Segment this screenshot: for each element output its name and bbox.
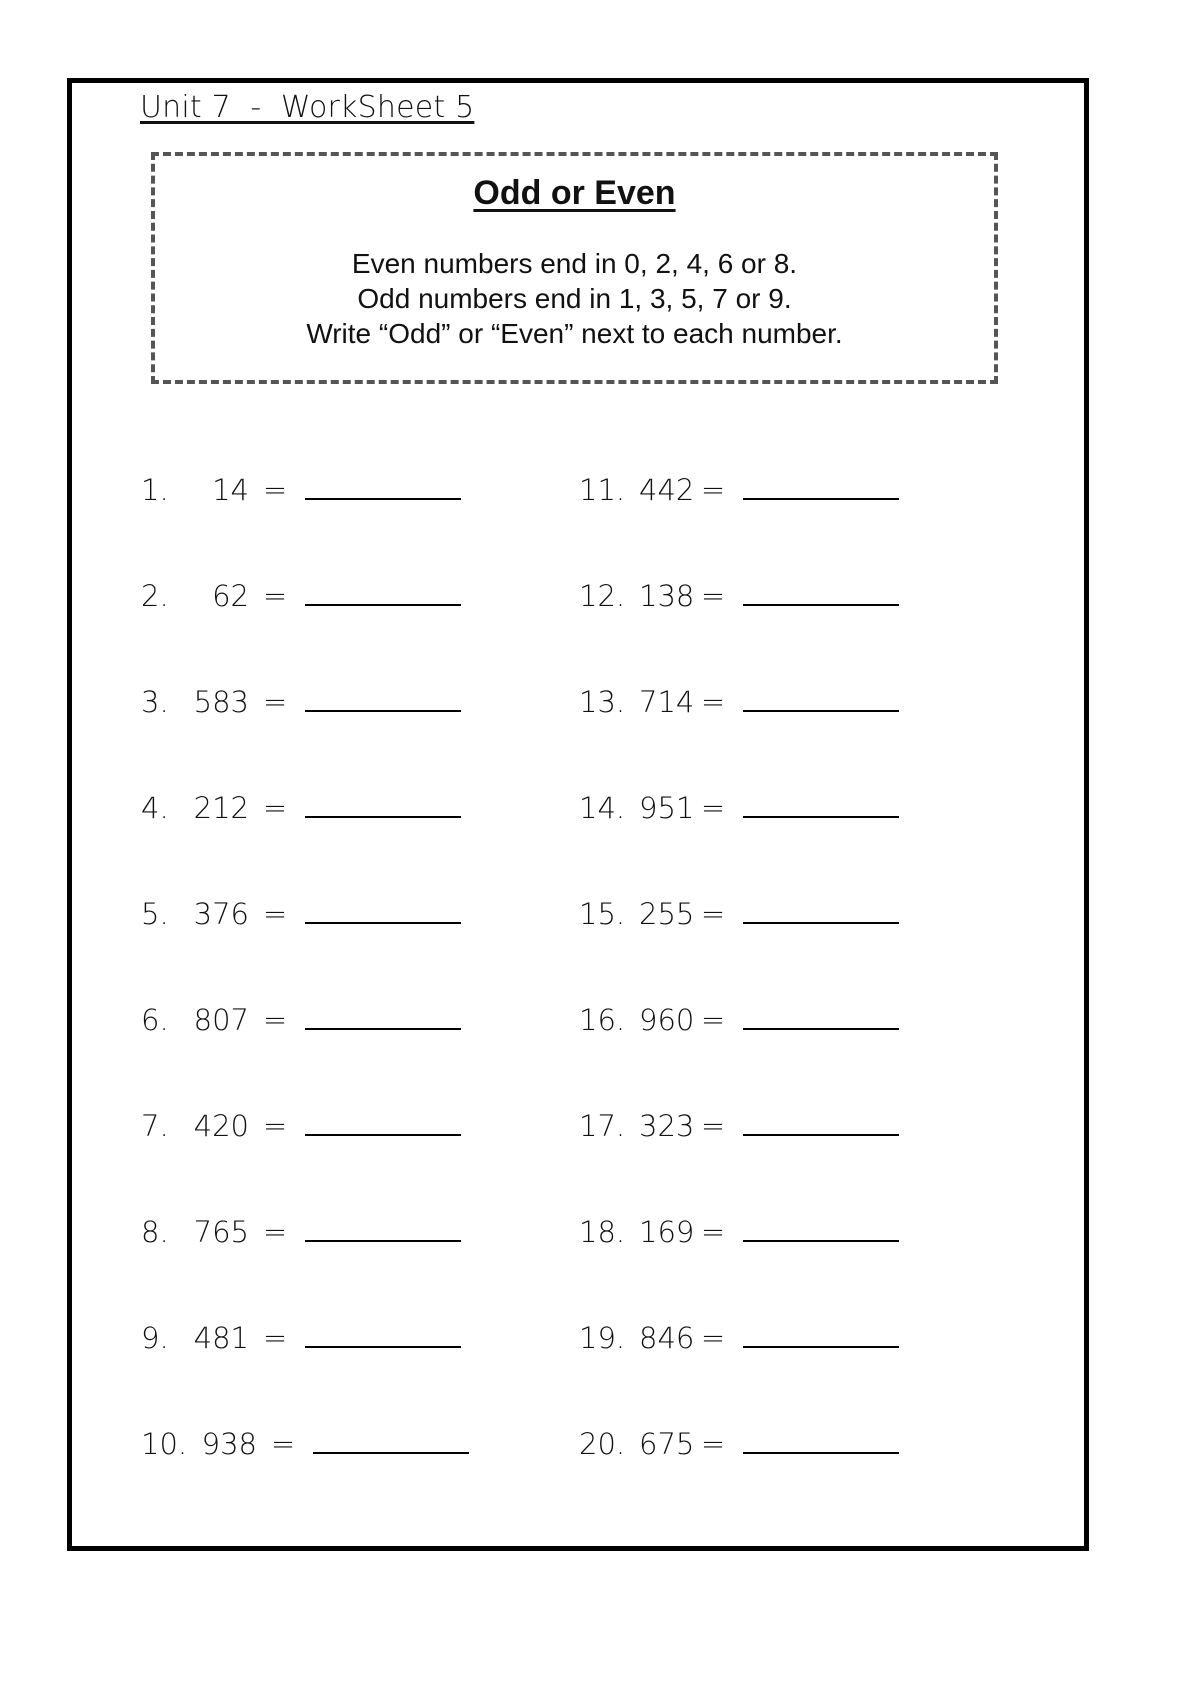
equals-sign: =: [700, 1321, 726, 1355]
answer-blank[interactable]: [743, 896, 899, 924]
question-5: [141, 894, 461, 934]
equals-sign: =: [262, 1109, 288, 1143]
answer-blank[interactable]: [305, 1108, 461, 1136]
answer-blank[interactable]: [305, 1320, 461, 1348]
equals-sign: =: [262, 1321, 288, 1355]
answer-blank[interactable]: [743, 1320, 899, 1348]
question-number: 138: [639, 579, 695, 613]
answer-blank[interactable]: [743, 578, 899, 606]
equals-sign: =: [700, 1003, 726, 1037]
question-index: 9.: [141, 1321, 169, 1355]
question-index: 6.: [141, 1003, 169, 1037]
question-index: 1.: [141, 473, 169, 507]
equals-sign: =: [700, 579, 726, 613]
question-index: 18.: [579, 1215, 626, 1249]
question-6: [141, 1000, 461, 1040]
question-number: 765: [193, 1215, 249, 1249]
task-instruction: Write “Odd” or “Even” next to each number.: [306, 318, 843, 349]
instruction-text: [155, 246, 994, 351]
question-number: 212: [193, 791, 249, 825]
unit-title: Unit 7 - WorkSheet 5: [140, 90, 475, 125]
question-number: 442: [639, 473, 695, 507]
question-number: 675: [639, 1427, 695, 1461]
instruction-box: [151, 152, 998, 384]
question-number: 323: [639, 1109, 695, 1143]
question-index: 7.: [141, 1109, 169, 1143]
equals-sign: =: [700, 791, 726, 825]
question-10: [141, 1424, 469, 1464]
question-number: 714: [639, 685, 695, 719]
question-1: [141, 470, 461, 510]
question-number: 255: [639, 897, 695, 931]
question-number: 583: [193, 685, 249, 719]
question-index: 14.: [579, 791, 626, 825]
question-7: [141, 1106, 461, 1146]
question-index: 19.: [579, 1321, 626, 1355]
question-8: [141, 1212, 461, 1252]
answer-blank[interactable]: [743, 684, 899, 712]
equals-sign: =: [262, 579, 288, 613]
question-number: 420: [193, 1109, 249, 1143]
question-19: [579, 1318, 899, 1358]
question-number: 481: [193, 1321, 249, 1355]
equals-sign: =: [700, 1215, 726, 1249]
equals-sign: =: [262, 473, 288, 507]
equals-sign: =: [262, 791, 288, 825]
even-rule: Even numbers end in 0, 2, 4, 6 or 8.: [351, 248, 798, 279]
answer-blank[interactable]: [743, 1108, 899, 1136]
question-13: [579, 682, 899, 722]
answer-blank[interactable]: [743, 1214, 899, 1242]
question-index: 13.: [579, 685, 626, 719]
answer-blank[interactable]: [743, 1426, 899, 1454]
question-18: [579, 1212, 899, 1252]
worksheet-heading: Odd or Even: [473, 174, 676, 212]
answer-blank[interactable]: [743, 1002, 899, 1030]
equals-sign: =: [262, 897, 288, 931]
question-number: 169: [639, 1215, 695, 1249]
answer-blank[interactable]: [305, 1214, 461, 1242]
question-17: [579, 1106, 899, 1146]
question-index: 17.: [579, 1109, 626, 1143]
equals-sign: =: [700, 1109, 726, 1143]
question-number: 376: [193, 897, 249, 931]
answer-blank[interactable]: [313, 1426, 469, 1454]
question-2: [141, 576, 461, 616]
question-16: [579, 1000, 899, 1040]
answer-blank[interactable]: [305, 472, 461, 500]
answer-blank[interactable]: [305, 578, 461, 606]
equals-sign: =: [262, 1215, 288, 1249]
question-index: 15.: [579, 897, 626, 931]
question-3: [141, 682, 461, 722]
answer-blank[interactable]: [743, 790, 899, 818]
equals-sign: =: [262, 685, 288, 719]
equals-sign: =: [700, 473, 726, 507]
question-20: [579, 1424, 899, 1464]
question-index: 5.: [141, 897, 169, 931]
answer-blank[interactable]: [743, 472, 899, 500]
question-number: 846: [639, 1321, 695, 1355]
equals-sign: =: [700, 897, 726, 931]
question-number: 951: [639, 791, 695, 825]
answer-blank[interactable]: [305, 896, 461, 924]
answer-blank[interactable]: [305, 1002, 461, 1030]
question-index: 12.: [579, 579, 626, 613]
question-14: [579, 788, 899, 828]
question-number: 807: [193, 1003, 249, 1037]
question-15: [579, 894, 899, 934]
question-number: 62: [212, 579, 249, 613]
question-index: 4.: [141, 791, 169, 825]
question-4: [141, 788, 461, 828]
question-index: 2.: [141, 579, 169, 613]
question-9: [141, 1318, 461, 1358]
question-index: 20.: [579, 1427, 626, 1461]
equals-sign: =: [262, 1003, 288, 1037]
question-number: 960: [639, 1003, 695, 1037]
question-11: [579, 470, 899, 510]
question-index: 10.: [141, 1427, 188, 1461]
question-index: 3.: [141, 685, 169, 719]
equals-sign: =: [700, 1427, 726, 1461]
question-index: 16.: [579, 1003, 626, 1037]
equals-sign: =: [270, 1427, 296, 1461]
question-number: 938: [201, 1427, 257, 1461]
equals-sign: =: [700, 685, 726, 719]
question-index: 11.: [579, 473, 626, 507]
question-12: [579, 576, 899, 616]
question-index: 8.: [141, 1215, 169, 1249]
answer-blank[interactable]: [305, 684, 461, 712]
odd-rule: Odd numbers end in 1, 3, 5, 7 or 9.: [357, 283, 792, 314]
question-number: 14: [212, 473, 249, 507]
answer-blank[interactable]: [305, 790, 461, 818]
